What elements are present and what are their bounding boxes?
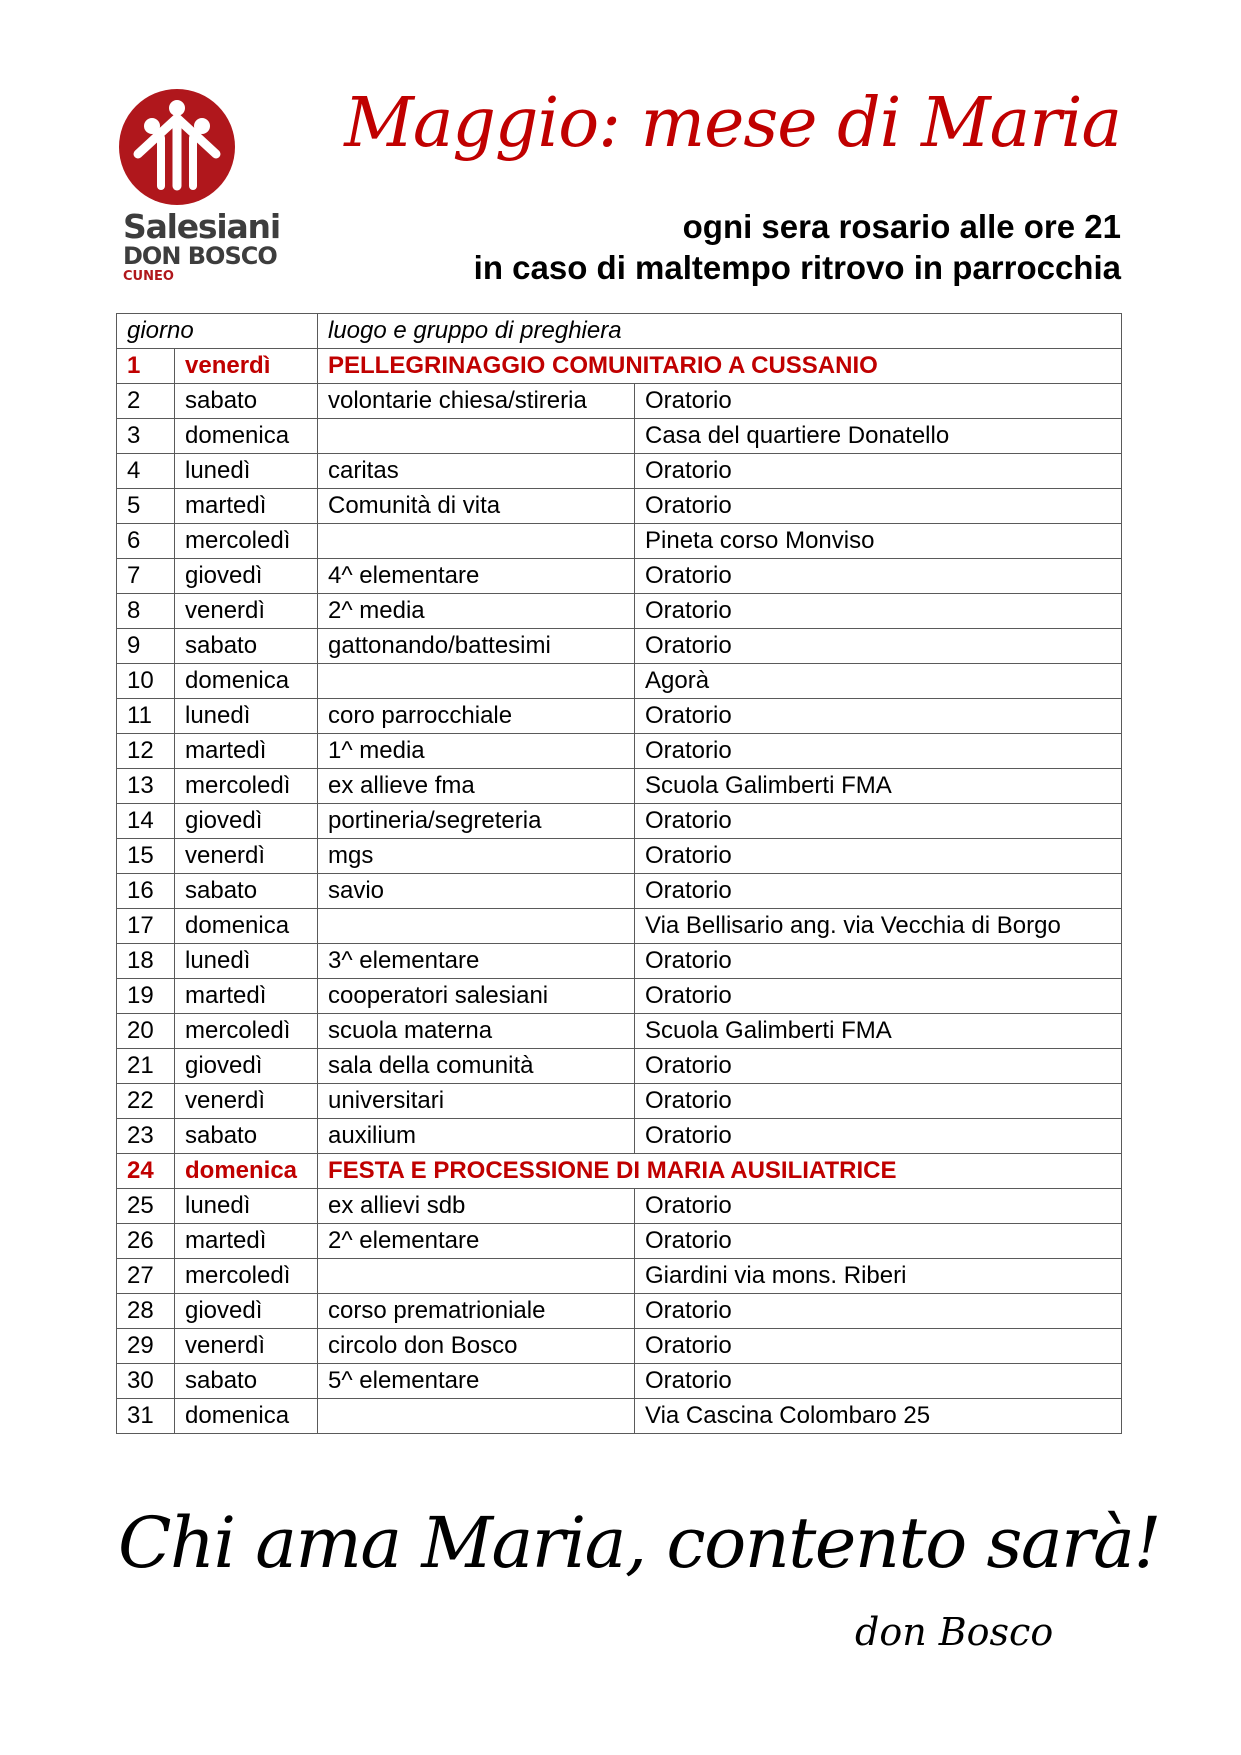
cell-group: caritas — [318, 454, 635, 489]
cell-weekday: sabato — [175, 629, 318, 664]
cell-place: Oratorio — [635, 944, 1122, 979]
table-row — [117, 1014, 1122, 1049]
cell-day-number: 23 — [117, 1119, 175, 1154]
cell-place: Scuola Galimberti FMA — [635, 769, 1122, 804]
cell-group — [318, 1259, 635, 1294]
cell-day-number: 9 — [117, 629, 175, 664]
cell-group: 2^ media — [318, 594, 635, 629]
cell-weekday: venerdì — [175, 1084, 318, 1119]
cell-place: Oratorio — [635, 454, 1122, 489]
cell-event: FESTA E PROCESSIONE DI MARIA AUSILIATRICE — [318, 1154, 1122, 1189]
cell-weekday: sabato — [175, 384, 318, 419]
table-row — [117, 664, 1122, 699]
table-row — [117, 1329, 1122, 1364]
cell-group — [318, 664, 635, 699]
cell-weekday: martedì — [175, 489, 318, 524]
cell-weekday: venerdì — [175, 349, 318, 384]
cell-place: Oratorio — [635, 1329, 1122, 1364]
cell-day-number: 12 — [117, 734, 175, 769]
cell-group: auxilium — [318, 1119, 635, 1154]
cell-weekday: venerdì — [175, 594, 318, 629]
cell-day-number: 19 — [117, 979, 175, 1014]
cell-group: cooperatori salesiani — [318, 979, 635, 1014]
cell-weekday: giovedì — [175, 1294, 318, 1329]
cell-weekday: domenica — [175, 909, 318, 944]
cell-place: Via Cascina Colombaro 25 — [635, 1399, 1122, 1434]
cell-group: ex allieve fma — [318, 769, 635, 804]
cell-day-number: 28 — [117, 1294, 175, 1329]
cell-group: Comunità di vita — [318, 489, 635, 524]
logo-line-salesiani: Salesiani — [123, 207, 280, 246]
cell-group: sala della comunità — [318, 1049, 635, 1084]
cell-place: Giardini via mons. Riberi — [635, 1259, 1122, 1294]
cell-place: Oratorio — [635, 839, 1122, 874]
cell-weekday: domenica — [175, 1154, 318, 1189]
cell-place: Oratorio — [635, 979, 1122, 1014]
table-row — [117, 489, 1122, 524]
cell-group: volontarie chiesa/stireria — [318, 384, 635, 419]
cell-group — [318, 909, 635, 944]
cell-weekday: giovedì — [175, 1049, 318, 1084]
table-row — [117, 524, 1122, 559]
table-row-special — [117, 349, 1122, 384]
cell-place: Oratorio — [635, 594, 1122, 629]
footer-quote: Chi ama Maria, contento sarà! — [118, 1502, 1160, 1584]
cell-group — [318, 1399, 635, 1434]
cell-day-number: 17 — [117, 909, 175, 944]
table-row — [117, 979, 1122, 1014]
table-row — [117, 559, 1122, 594]
cell-day-number: 29 — [117, 1329, 175, 1364]
cell-place: Oratorio — [635, 1049, 1122, 1084]
cell-weekday: martedì — [175, 979, 318, 1014]
cell-weekday: giovedì — [175, 559, 318, 594]
cell-day-number: 10 — [117, 664, 175, 699]
cell-day-number: 15 — [117, 839, 175, 874]
cell-day-number: 22 — [117, 1084, 175, 1119]
cell-day-number: 3 — [117, 419, 175, 454]
cell-day-number: 16 — [117, 874, 175, 909]
cell-place: Pineta corso Monviso — [635, 524, 1122, 559]
cell-day-number: 24 — [117, 1154, 175, 1189]
table-row — [117, 1084, 1122, 1119]
cell-day-number: 27 — [117, 1259, 175, 1294]
cell-group: coro parrocchiale — [318, 699, 635, 734]
cell-place: Agorà — [635, 664, 1122, 699]
logo-line-don-bosco: DON BOSCO — [123, 242, 277, 270]
header-day: giorno — [117, 314, 318, 349]
cell-place: Oratorio — [635, 699, 1122, 734]
table-row — [117, 1259, 1122, 1294]
cell-group: corso prematrioniale — [318, 1294, 635, 1329]
cell-weekday: martedì — [175, 734, 318, 769]
cell-day-number: 2 — [117, 384, 175, 419]
footer-signature: don Bosco — [855, 1610, 1054, 1654]
cell-group: gattonando/battesimi — [318, 629, 635, 664]
cell-weekday: lunedì — [175, 699, 318, 734]
cell-day-number: 1 — [117, 349, 175, 384]
cell-place: Oratorio — [635, 1294, 1122, 1329]
cell-weekday: mercoledì — [175, 769, 318, 804]
table-row — [117, 769, 1122, 804]
cell-event: PELLEGRINAGGIO COMUNITARIO A CUSSANIO — [318, 349, 1122, 384]
cell-day-number: 14 — [117, 804, 175, 839]
table-row — [117, 699, 1122, 734]
cell-group: 1^ media — [318, 734, 635, 769]
cell-group — [318, 419, 635, 454]
cell-day-number: 6 — [117, 524, 175, 559]
cell-place: Oratorio — [635, 1084, 1122, 1119]
cell-weekday: lunedì — [175, 1189, 318, 1224]
cell-day-number: 7 — [117, 559, 175, 594]
cell-weekday: mercoledì — [175, 1014, 318, 1049]
table-row — [117, 1224, 1122, 1259]
cell-day-number: 11 — [117, 699, 175, 734]
cell-weekday: giovedì — [175, 804, 318, 839]
page-title: Maggio: mese di Maria — [344, 84, 1121, 163]
table-row — [117, 734, 1122, 769]
cell-group: 4^ elementare — [318, 559, 635, 594]
header-place-group: luogo e gruppo di preghiera — [318, 314, 1122, 349]
cell-group: scuola materna — [318, 1014, 635, 1049]
table-row — [117, 454, 1122, 489]
cell-weekday: lunedì — [175, 454, 318, 489]
cell-weekday: sabato — [175, 1119, 318, 1154]
cell-weekday: domenica — [175, 664, 318, 699]
table-row — [117, 944, 1122, 979]
cell-day-number: 5 — [117, 489, 175, 524]
cell-place: Oratorio — [635, 804, 1122, 839]
cell-day-number: 25 — [117, 1189, 175, 1224]
cell-day-number: 4 — [117, 454, 175, 489]
table-row — [117, 1399, 1122, 1434]
cell-group: circolo don Bosco — [318, 1329, 635, 1364]
cell-weekday: venerdì — [175, 839, 318, 874]
table-row — [117, 594, 1122, 629]
table-row — [117, 1119, 1122, 1154]
cell-weekday: sabato — [175, 874, 318, 909]
logo-line-cuneo: CUNEO — [123, 269, 174, 284]
cell-place: Oratorio — [635, 489, 1122, 524]
cell-day-number: 21 — [117, 1049, 175, 1084]
cell-day-number: 30 — [117, 1364, 175, 1399]
cell-day-number: 20 — [117, 1014, 175, 1049]
cell-place: Oratorio — [635, 1364, 1122, 1399]
cell-place: Via Bellisario ang. via Vecchia di Borgo — [635, 909, 1122, 944]
cell-weekday: venerdì — [175, 1329, 318, 1364]
cell-group: 2^ elementare — [318, 1224, 635, 1259]
table-row — [117, 874, 1122, 909]
cell-group: portineria/segreteria — [318, 804, 635, 839]
cell-group: universitari — [318, 1084, 635, 1119]
cell-weekday: sabato — [175, 1364, 318, 1399]
cell-place: Oratorio — [635, 1119, 1122, 1154]
table-row — [117, 384, 1122, 419]
cell-place: Oratorio — [635, 1224, 1122, 1259]
cell-group — [318, 524, 635, 559]
salesiani-logo-icon — [118, 88, 236, 206]
cell-weekday: martedì — [175, 1224, 318, 1259]
cell-place: Oratorio — [635, 1189, 1122, 1224]
cell-group: ex allievi sdb — [318, 1189, 635, 1224]
cell-day-number: 13 — [117, 769, 175, 804]
cell-day-number: 8 — [117, 594, 175, 629]
cell-day-number: 18 — [117, 944, 175, 979]
table-row — [117, 839, 1122, 874]
table-row — [117, 1294, 1122, 1329]
cell-group: 5^ elementare — [318, 1364, 635, 1399]
table-row-special — [117, 1154, 1122, 1189]
table-row — [117, 804, 1122, 839]
cell-weekday: domenica — [175, 1399, 318, 1434]
cell-group: 3^ elementare — [318, 944, 635, 979]
cell-place: Oratorio — [635, 734, 1122, 769]
cell-place: Oratorio — [635, 384, 1122, 419]
cell-place: Oratorio — [635, 629, 1122, 664]
table-row — [117, 1364, 1122, 1399]
table-row — [117, 1049, 1122, 1084]
logo-wordmark — [123, 207, 280, 286]
cell-weekday: domenica — [175, 419, 318, 454]
cell-weekday: mercoledì — [175, 1259, 318, 1294]
schedule-table — [116, 313, 1122, 1434]
cell-weekday: lunedì — [175, 944, 318, 979]
cell-group: savio — [318, 874, 635, 909]
table-row — [117, 909, 1122, 944]
cell-weekday: mercoledì — [175, 524, 318, 559]
subtitle-line-weather: in caso di maltempo ritrovo in parrocchia — [473, 249, 1121, 286]
cell-day-number: 26 — [117, 1224, 175, 1259]
table-row — [117, 629, 1122, 664]
cell-place: Oratorio — [635, 874, 1122, 909]
cell-place: Scuola Galimberti FMA — [635, 1014, 1122, 1049]
cell-place: Casa del quartiere Donatello — [635, 419, 1122, 454]
subtitle-line-time: ogni sera rosario alle ore 21 — [682, 208, 1121, 245]
cell-group: mgs — [318, 839, 635, 874]
cell-place: Oratorio — [635, 559, 1122, 594]
subtitle — [474, 206, 1121, 288]
table-row — [117, 419, 1122, 454]
cell-day-number: 31 — [117, 1399, 175, 1434]
table-header-row — [117, 314, 1122, 349]
table-row — [117, 1189, 1122, 1224]
